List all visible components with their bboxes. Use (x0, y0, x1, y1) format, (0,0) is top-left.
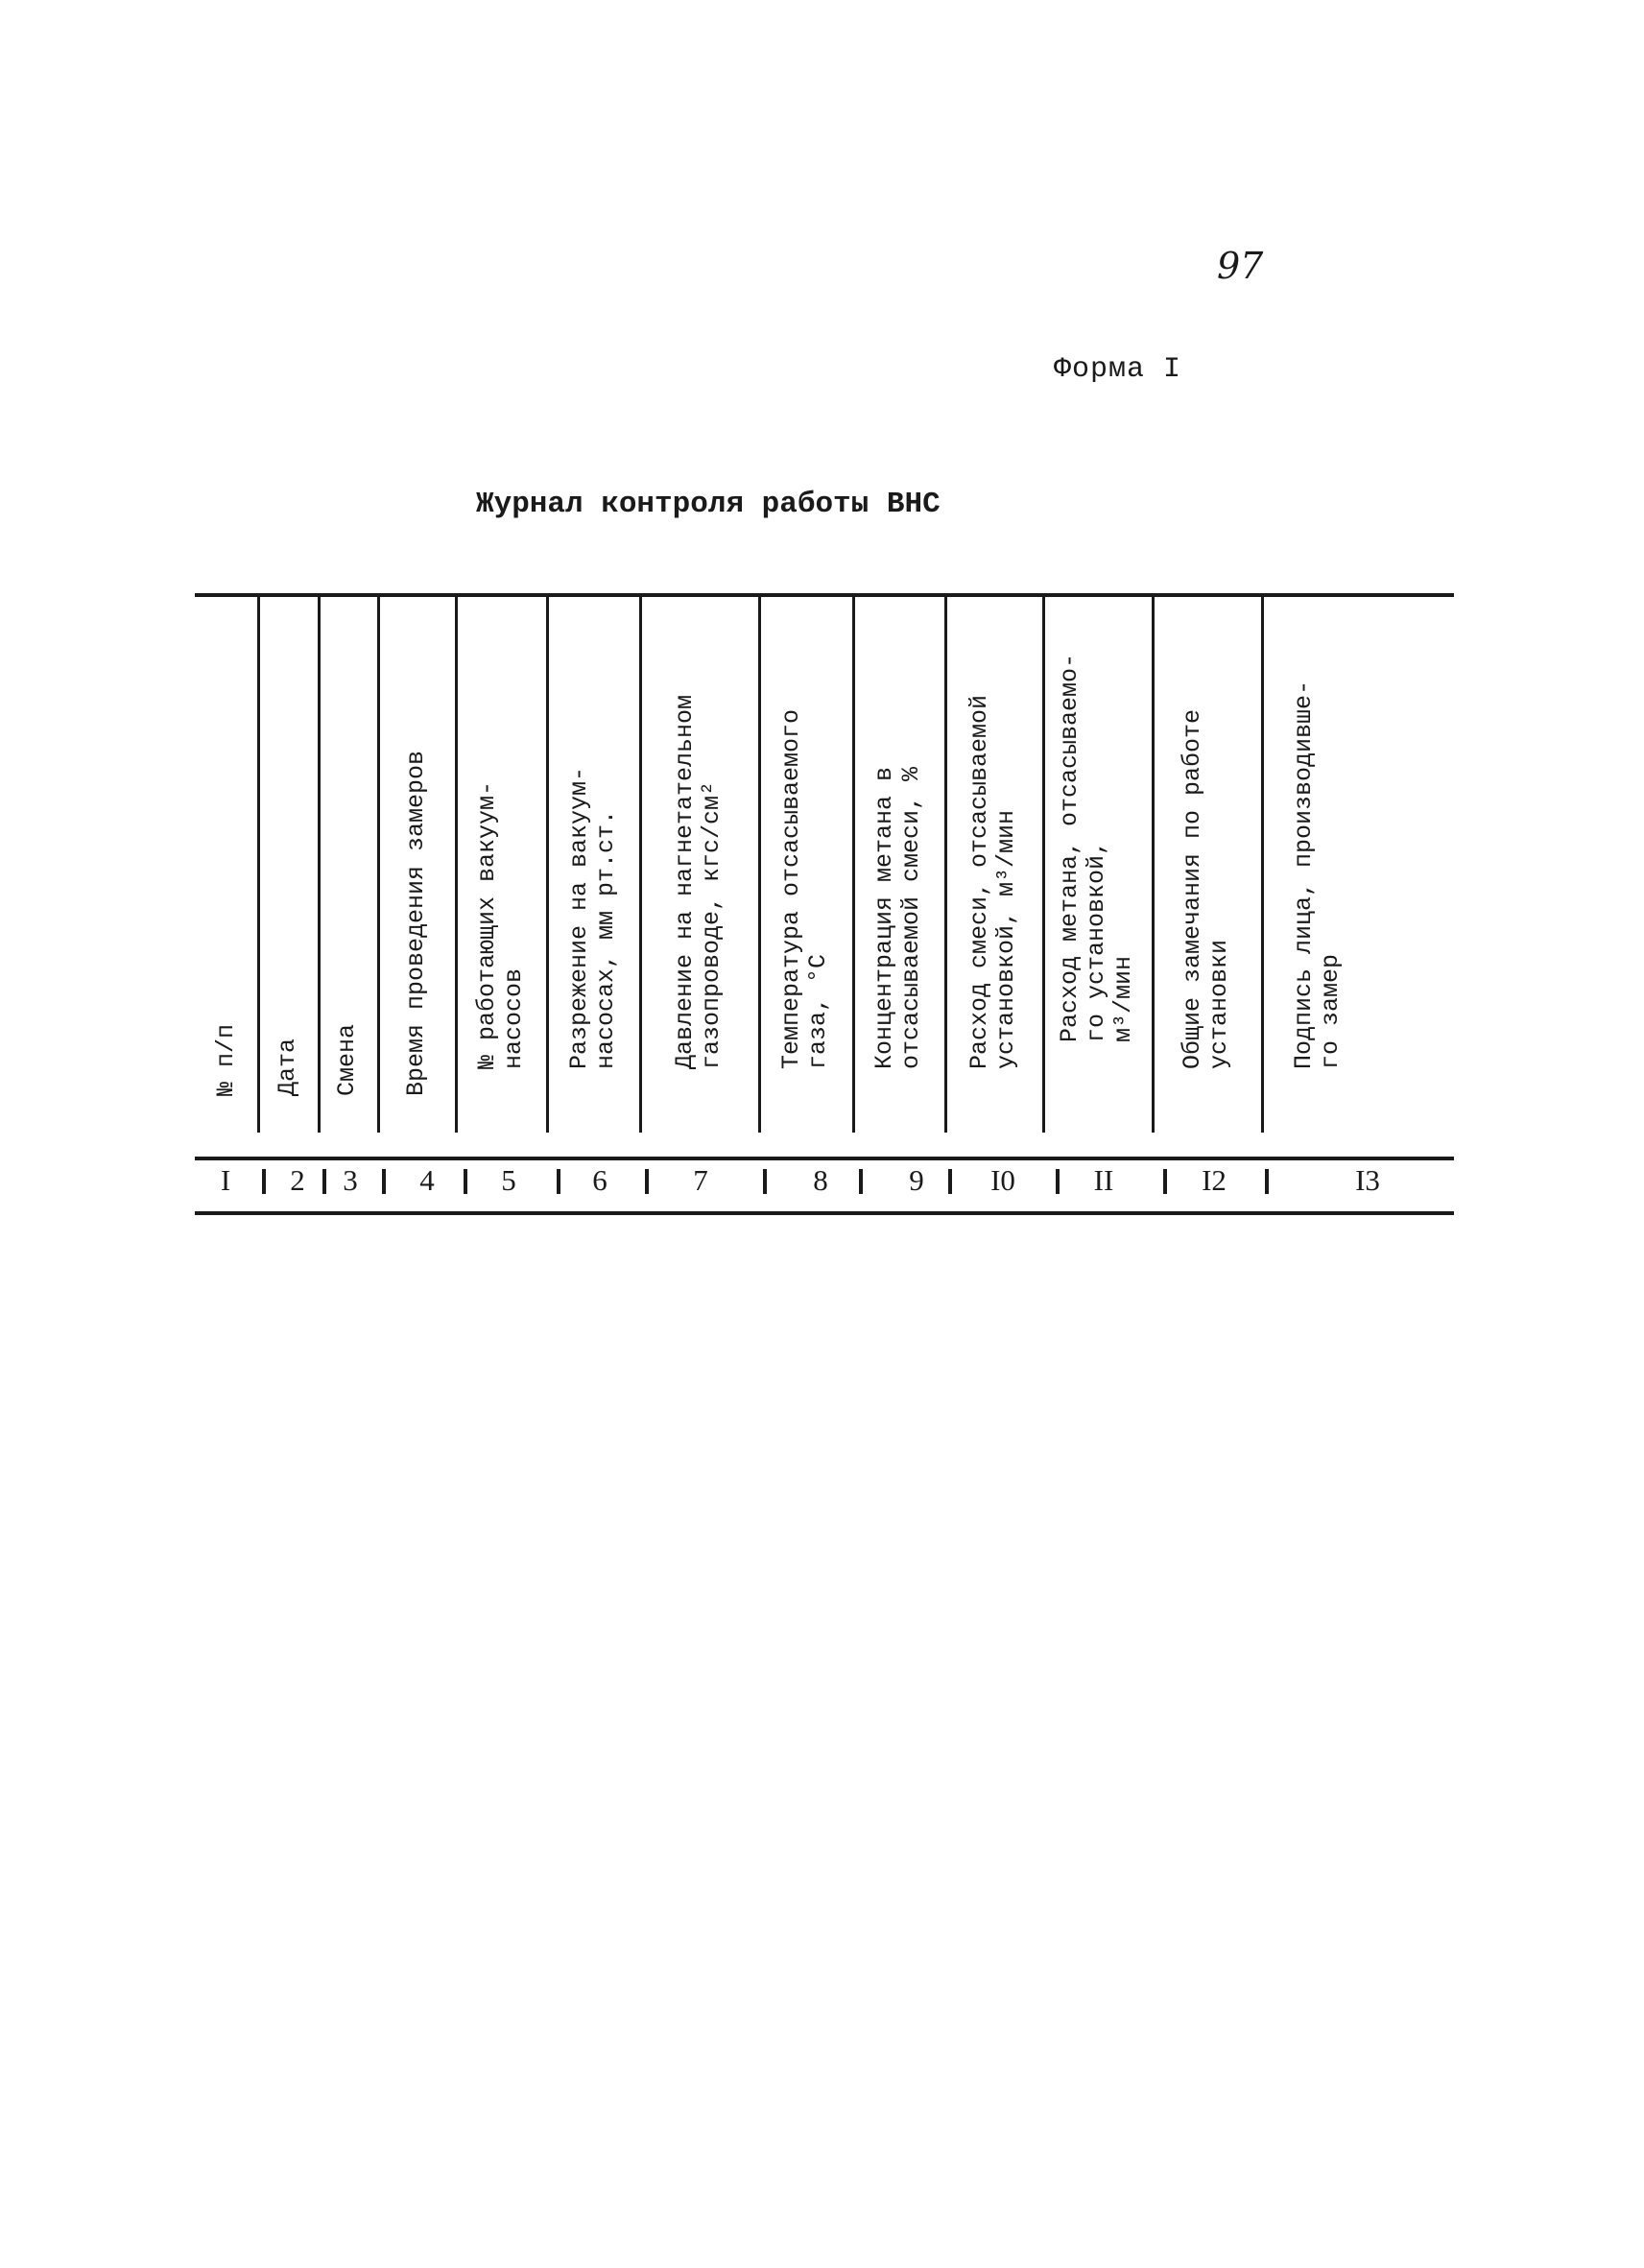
header-text: Разрежение на вакуум- насосах, мм рт.ст. (564, 766, 620, 1069)
header-text: Дата (273, 1038, 301, 1096)
column-number: II (1093, 1163, 1114, 1197)
header-text: Время проведения замеров (401, 750, 430, 1096)
header-text: Температура отсасываемого газа, °С (777, 708, 832, 1069)
header-text: Общие замечания по работе установки (1179, 708, 1233, 1069)
header-cell (455, 605, 546, 1123)
header-cell (852, 605, 944, 1123)
column-number: I3 (1355, 1163, 1380, 1197)
header-cell (758, 605, 852, 1123)
header-text: Давление на нагнетательном газопроводе, кгс/см² (671, 694, 726, 1069)
number-separator (262, 1169, 266, 1194)
number-separator (948, 1169, 952, 1194)
header-cell (1152, 605, 1261, 1123)
header-cell (1261, 605, 1454, 1123)
number-separator (1056, 1169, 1060, 1194)
header-cell (377, 605, 455, 1123)
header-cell (944, 605, 1042, 1123)
number-separator (859, 1169, 863, 1194)
column-number: 2 (290, 1163, 305, 1197)
header-cell (195, 605, 257, 1123)
header-cell (1042, 605, 1152, 1123)
column-number: 6 (592, 1163, 608, 1197)
column-number: I0 (990, 1163, 1015, 1197)
number-separator (1265, 1169, 1269, 1194)
numbers-bottom-rule (195, 1211, 1454, 1215)
header-text: № работающих вакуум- насосов (472, 780, 528, 1069)
column-number: 5 (501, 1163, 516, 1197)
header-text: Расход смеси, отсасываемой установкой, м³/мин (965, 694, 1020, 1069)
number-separator (322, 1169, 326, 1194)
number-separator (382, 1169, 386, 1194)
column-number: I2 (1202, 1163, 1227, 1197)
number-separator (557, 1169, 560, 1194)
column-number: 3 (343, 1163, 358, 1197)
number-separator (464, 1169, 467, 1194)
column-number: 8 (813, 1163, 828, 1197)
column-number: 4 (419, 1163, 435, 1197)
column-number: I (220, 1163, 231, 1197)
page-number: 97 (1217, 245, 1264, 287)
number-separator (763, 1169, 767, 1194)
header-cell (546, 605, 639, 1123)
column-number: 9 (909, 1163, 924, 1197)
header-text: Подпись лица, производивше- го замер (1289, 680, 1345, 1069)
number-separator (645, 1169, 649, 1194)
column-number: 7 (693, 1163, 708, 1197)
header-cell (318, 605, 377, 1123)
header-cell (257, 605, 318, 1123)
form-label: Форма I (1054, 353, 1182, 386)
header-text: Смена (333, 1023, 361, 1096)
header-cell (639, 605, 758, 1123)
header-text: Концентрация метана в отсасываемой смеси, % (870, 766, 925, 1069)
document-title: Журнал контроля работы ВНС (476, 488, 941, 521)
header-text: № п/п (211, 1023, 240, 1096)
number-separator (1163, 1169, 1167, 1194)
header-text: Расход метана, отсасываемо- го установкой, м³/мин (1056, 653, 1137, 1042)
